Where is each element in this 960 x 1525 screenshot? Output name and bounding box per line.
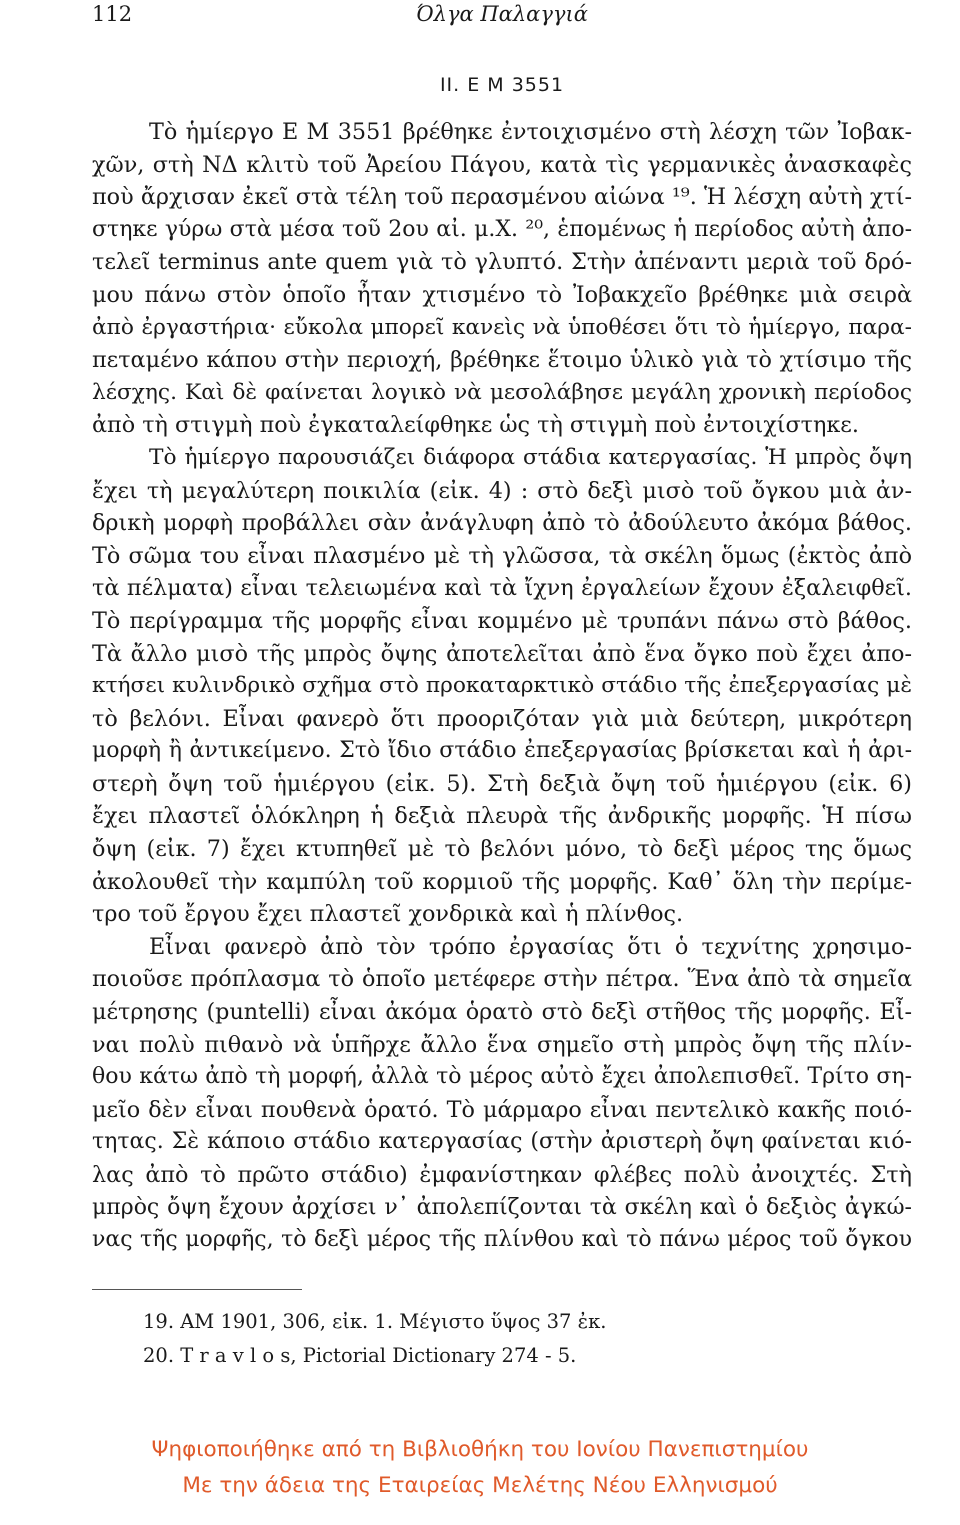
text-line: χῶν, στὴ ΝΔ κλιτὺ τοῦ Ἀρείου Πάγου, κατὰ τὶς γερμανικὲς ἀνασκαφὲς	[92, 151, 912, 178]
text-line: Τὸ σῶμα του εἶναι πλασμένο μὲ τὴ γλῶσσα, τὰ σκέλη ὅμως (ἐκτὸς ἀπὸ	[92, 542, 912, 569]
text-line: θου κάτω ἀπὸ τὴ μορφή, ἀλλὰ τὸ μέρος αὐτὸ ἔχει ἀπολεπισθεῖ. Τρίτο ση-	[92, 1064, 912, 1090]
text-line: ἔχει τὴ μεγαλύτερη ποικιλία (εἰκ. 4) : στὸ δεξὶ μισὸ τοῦ ὄγκου μιὰ ἀν-	[92, 477, 912, 504]
text-line: Τὸ περίγραμμα τῆς μορφῆς εἶναι κομμένο μὲ τρυπάνι πάνω στὸ βάθος.	[92, 607, 912, 634]
text-line: στερὴ ὄψη τοῦ ἡμιέργου (εἰκ. 5). Στὴ δεξιὰ ὄψη τοῦ ἡμιέργου (εἰκ. 6)	[92, 770, 912, 797]
body-text	[92, 116, 912, 1257]
text-line: ἀπὸ τὴ στιγμὴ ποὺ ἐγκαταλείφθηκε ὡς τὴ στιγμὴ ποὺ ἐντοιχίστηκε.	[92, 412, 859, 439]
page-header	[92, 2, 912, 34]
text-line: ἀκολουθεῖ τὴν καμπύλη τοῦ κορμιοῦ τῆς μορφῆς. Καθ᾽ ὅλη τὴν περίμε-	[92, 868, 912, 895]
text-line: λας ἀπὸ τὸ πρῶτο στάδιο) ἐμφανίστηκαν φλέβες πολὺ ἀνοιχτές. Στὴ	[92, 1162, 912, 1188]
text-line: μεῖο δὲν εἶναι πουθενὰ ὁρατό. Τὸ μάρμαρο εἶναι πεντελικὸ κακῆς ποιό-	[92, 1096, 912, 1123]
text-line: ὄψη (εἰκ. 7) ἔχει κτυπηθεῖ μὲ τὸ βελόνι μόνο, τὸ δεξὶ μέρος της ὅμως	[92, 836, 912, 863]
text-line: τητας. Σὲ κάποιο στάδιο κατεργασίας (στὴν ἀριστερὴ ὄψη φαίνεται κιό-	[92, 1129, 912, 1155]
text-line: μορφὴ ἢ ἀντικείμενο. Στὸ ἴδιο στάδιο ἐπεξεργασίας βρίσκεται καὶ ἡ ἀρι-	[92, 738, 912, 764]
text-line: Τὸ ἡμίεργο παρουσιάζει διάφορα στάδια κατεργασίας. Ἡ μπρὸς ὄψη	[149, 444, 912, 470]
text-line: τὰ πέλματα) εἶναι τελειωμένα καὶ τὰ ἴχνη ἐργαλείων ἔχουν ἐξαλειφθεῖ.	[92, 575, 912, 602]
footnote-20: 20. T r a v l o s, Pictorial Dictionary 274 - 5.	[143, 1344, 577, 1367]
text-line: μέτρησης (puntelli) εἶναι ἀκόμα ὁρατὸ στὸ δεξὶ στῆθος τῆς μορφῆς. Εἶ-	[92, 999, 912, 1026]
text-line: μπρὸς ὄψη ἔχουν ἀρχίσει ν᾽ ἀπολεπίζονται τὰ σκέλη καὶ ὁ δεξιὸς ἀγκώ-	[92, 1194, 912, 1220]
text-line: λέσχης. Καὶ δὲ φαίνεται λογικὸ νὰ μεσολάβησε μεγάλη χρονικὴ περίοδος	[92, 379, 912, 405]
running-head: Όλγα Παλαγγιά	[416, 2, 588, 26]
text-line: Τὰ ἄλλο μισὸ τῆς μπρὸς ὄψης ἀποτελεῖται ἀπὸ ἕνα ὄγκο ποὺ ἔχει ἀπο-	[92, 640, 912, 667]
text-line: ἔχει πλαστεῖ ὁλόκληρη ἡ δεξιὰ πλευρὰ τῆς ἀνδρικῆς μορφῆς. Ἡ πίσω	[92, 803, 912, 830]
text-line: τελεῖ terminus ante quem γιὰ τὸ γλυπτό. Στὴν ἀπέναντι μεριὰ τοῦ δρό-	[92, 249, 912, 276]
text-line: ναι πολὺ πιθανὸ νὰ ὑπῆρχε ἄλλο ἕνα σημεῖο στὴ μπρὸς ὄψη τῆς πλίν-	[92, 1031, 912, 1058]
text-line: Τὸ ἡμίεργο Ε Μ 3551 βρέθηκε ἐντοιχισμένο στὴ λέσχη τῶν Ἰοβακ-	[149, 119, 912, 145]
page-number: 112	[92, 2, 133, 26]
section-heading: II. Ε Μ 3551	[439, 74, 565, 96]
text-line: δρικὴ μορφὴ προβάλλει σὰν ἀνάγλυφη ἀπὸ τὸ ἀδούλευτο ἀκόμα βάθος.	[92, 510, 912, 537]
text-line: τὸ βελόνι. Εἶναι φανερὸ ὅτι προοριζόταν γιὰ μιὰ δεύτερη, μικρότερη	[92, 705, 912, 732]
text-line: κτήσει κυλινδρικὸ σχῆμα στὸ προκαταρκτικὸ στάδιο τῆς ἐπεξεργασίας μὲ	[92, 673, 912, 699]
text-line: Εἶναι φανερὸ ἀπὸ τὸν τρόπο ἐργασίας ὅτι ὁ τεχνίτης χρησιμο-	[149, 933, 912, 960]
text-line: νας τῆς μορφῆς, τὸ δεξὶ μέρος τῆς πλίνθου καὶ τὸ πάνω μέρος τοῦ ὄγκου	[92, 1227, 912, 1253]
watermark-line-2: Με την άδεια της Εταιρείας Μελέτης Νέου Ελληνισμού	[182, 1473, 778, 1498]
footnote-19: 19. AM 1901, 306, εἰκ. 1. Μέγιστο ὕψος 37 ἐκ.	[143, 1310, 607, 1333]
footnote-divider	[92, 1289, 302, 1290]
digitization-watermark	[0, 1432, 960, 1504]
text-line: πεταμένο κάπου στὴν περιοχή, βρέθηκε ἕτοιμο ὑλικὸ γιὰ τὸ χτίσιμο τῆς	[92, 347, 912, 374]
text-line: ποιοῦσε πρόπλασμα τὸ ὁποῖο μετέφερε στὴν πέτρα. Ἕνα ἀπὸ τὰ σημεῖα	[92, 966, 912, 993]
footnotes	[143, 1305, 903, 1373]
text-line: ποὺ ἄρχισαν ἐκεῖ στὰ τέλη τοῦ περασμένου αἰώνα ¹⁹. Ἡ λέσχη αὐτὴ χτί-	[92, 184, 912, 211]
text-line: τρο τοῦ ἔργου ἔχει πλαστεῖ χονδρικὰ καὶ ἡ πλίνθος.	[92, 901, 684, 928]
text-line: στηκε γύρω στὰ μέσα τοῦ 2ου αἰ. μ.Χ. ²⁰, ἑπομένως ἡ περίοδος αὐτὴ ἀπο-	[92, 216, 912, 242]
watermark-line-1: Ψηφιοποιήθηκε από τη Βιβλιοθήκη του Ιονίου Πανεπιστημίου	[151, 1437, 809, 1462]
text-line: μου πάνω στὸν ὁποῖο ἦταν χτισμένο τὸ Ἰοβακχεῖο βρέθηκε μιὰ σειρὰ	[92, 281, 912, 308]
text-line: ἀπὸ ἐργαστήρια· εὔκολα μπορεῖ κανεὶς νὰ ὑποθέσει ὅτι τὸ ἡμίεργο, παρα-	[92, 314, 912, 340]
